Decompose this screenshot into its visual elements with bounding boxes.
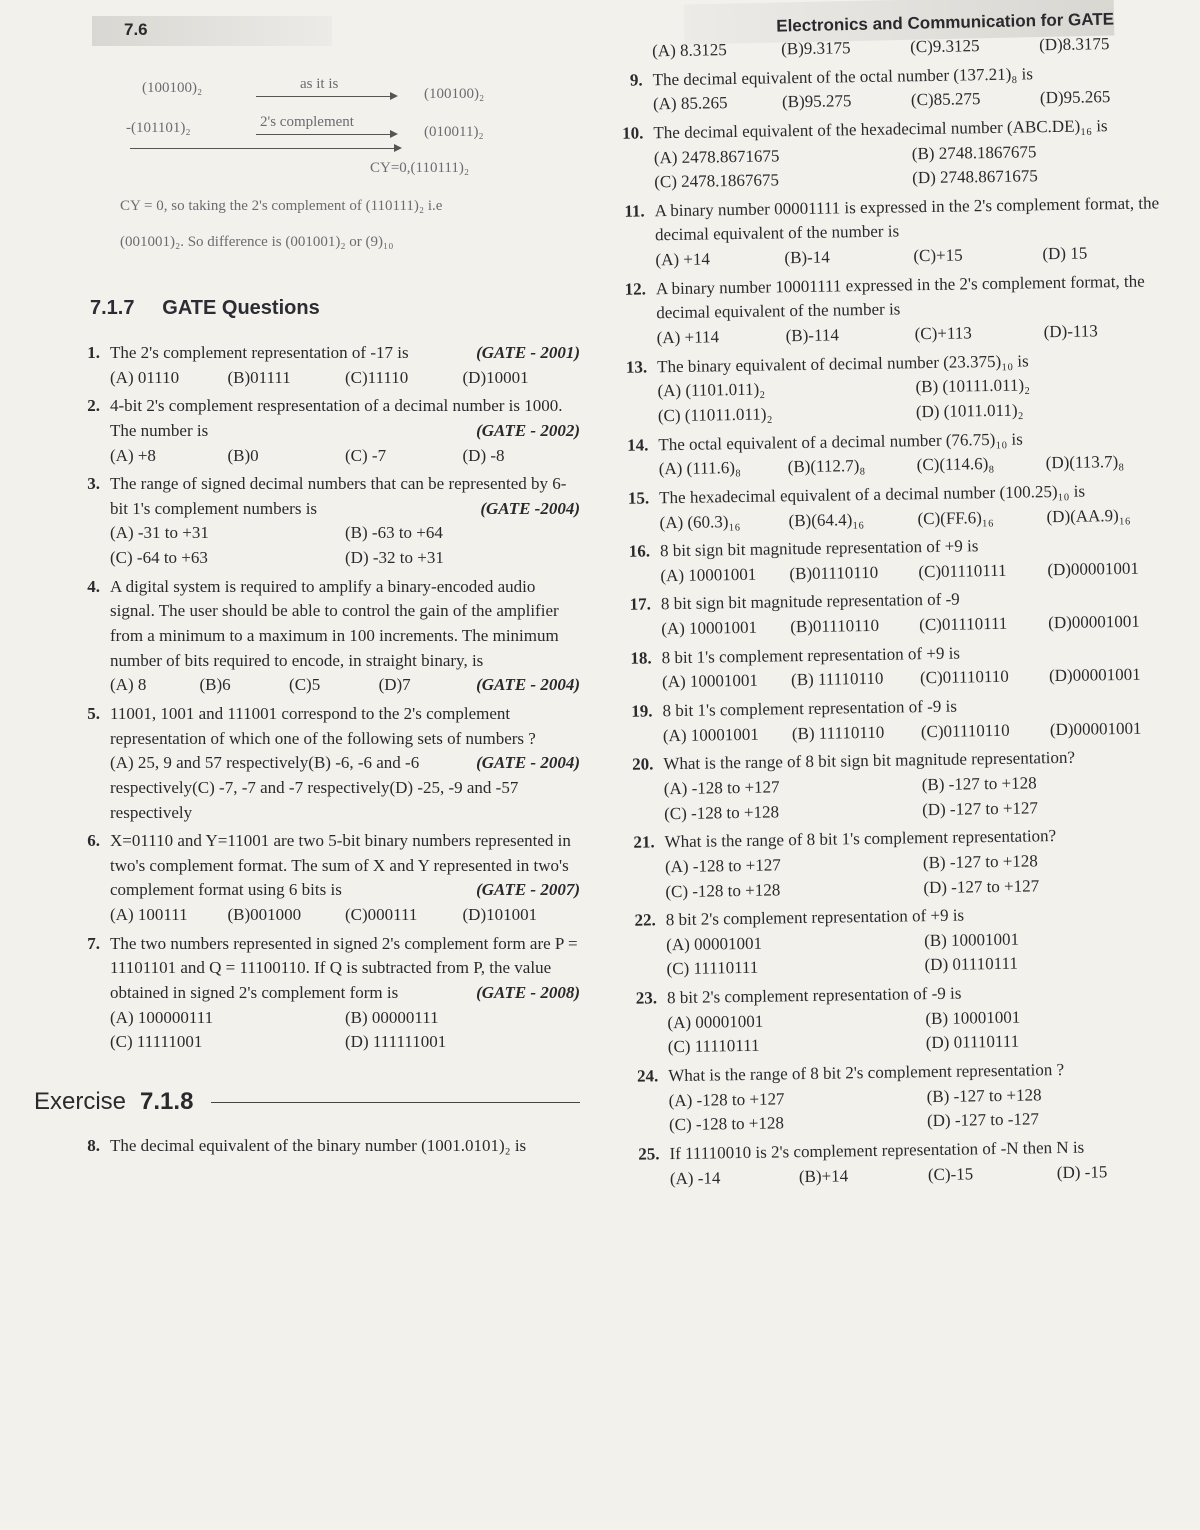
derivation-row2-right: (010011)₂ xyxy=(424,124,484,140)
question-item xyxy=(619,744,1180,827)
answer-option: (B)01111 xyxy=(227,367,291,387)
answer-option: (B) 11110110 xyxy=(790,669,884,690)
answer-option: (C) (11011.011)₂ xyxy=(657,404,773,426)
question-stem: The range of signed decimal numbers that can be represented by 6-bit 1's complement numbers is xyxy=(110,474,567,518)
answer-options xyxy=(110,366,580,391)
question-item xyxy=(623,978,1184,1061)
answer-option: (B) 2748.1867675 xyxy=(911,141,1037,163)
question-stem: What is the range of 8 bit 1's complement representation? xyxy=(664,826,1057,852)
question-number: 22. xyxy=(634,910,656,930)
answer-option: (A) -31 to +31 xyxy=(110,523,209,543)
divider xyxy=(211,1102,580,1103)
answer-option: (B) -63 to +64 xyxy=(345,523,443,543)
question-stem: 8 bit 2's complement representation of -9 is xyxy=(666,983,962,1008)
question-text xyxy=(110,1134,580,1159)
answer-option: (A) 85.265 xyxy=(652,93,728,114)
derivation-row2-left: -(101101)₂ xyxy=(126,120,191,136)
question-item xyxy=(612,269,1173,352)
answer-option: (A) (60.3)₁₆ xyxy=(659,511,741,532)
answer-option: (D) 2748.8671675 xyxy=(912,166,1038,188)
question-number: 2. xyxy=(87,396,100,416)
answer-option: (A) -128 to +127 xyxy=(664,855,781,877)
answer-option: (C)01110110 xyxy=(919,667,1009,688)
derivation-row2-label: 2's complement xyxy=(260,114,354,130)
answer-option: (A) 10001001 xyxy=(661,671,759,692)
answer-options xyxy=(110,673,468,698)
answer-options xyxy=(110,521,580,570)
question-item xyxy=(60,341,580,390)
question-stem: A binary number 10001111 expressed in the 2's complement format, the decimal equivalent of the number is xyxy=(655,271,1145,323)
answer-option: (C) 11111001 xyxy=(110,1032,203,1052)
question-item xyxy=(625,1134,1186,1192)
answer-option: (A) 00001001 xyxy=(667,1011,764,1032)
question-item xyxy=(613,347,1174,430)
derivation-row1-label: as it is xyxy=(300,76,339,92)
answer-option: (D)(113.7)₈ xyxy=(1045,452,1125,473)
answer-option: (A) (1101.011)₂ xyxy=(657,379,766,401)
question-stem: What is the range of 8 bit 2's complement representation ? xyxy=(668,1059,1065,1086)
question-number: 5. xyxy=(87,703,100,723)
exercise-number: 7.1.8 xyxy=(140,1087,194,1115)
question-stem: The decimal equivalent of the binary number (1001.0101)₂ is xyxy=(110,1135,527,1155)
answer-option: (B)001000 xyxy=(227,905,302,925)
answer-option: (C) -7 xyxy=(345,445,387,465)
answer-options xyxy=(664,769,1181,826)
answer-option: (D)-113 xyxy=(1043,321,1098,342)
question-number: 11. xyxy=(624,201,645,221)
answer-option: (D) 01110111 xyxy=(925,1032,1020,1053)
question-stem: The hexadecimal equivalent of a decimal number (100.25)₁₀ is xyxy=(659,481,1086,508)
gate-year-tag: (GATE - 2008) xyxy=(476,983,580,1003)
question-stem: A binary number 00001111 is expressed in the 2's complement format, the decimal equivalent of the number is xyxy=(654,193,1160,245)
question-text xyxy=(110,829,580,903)
answer-option: (B)6 xyxy=(199,675,231,695)
answer-option: (A) -128 to +127 xyxy=(663,777,780,799)
book-title: Electronics and Communication for GATE xyxy=(684,0,1115,44)
answer-option: (B)(64.4)₁₆ xyxy=(788,509,865,530)
answer-option: (D)00001001 xyxy=(1048,665,1141,686)
answer-option: (C)01110111 xyxy=(918,560,1007,582)
answer-option: (C)(FF.6)₁₆ xyxy=(917,507,994,528)
question-text xyxy=(110,341,580,366)
answer-option: (B) -127 to +128 xyxy=(922,851,1038,873)
answer-option: (A) +8 xyxy=(110,445,156,465)
answer-option: (D)95.265 xyxy=(1039,87,1111,108)
answer-option: (A) +14 xyxy=(655,249,711,270)
question-number: 17. xyxy=(629,594,652,615)
answer-option: (B)9.3175 xyxy=(781,38,851,59)
gate-question-list xyxy=(60,341,580,1055)
question-stem: 8 bit 1's complement representation of +9 is xyxy=(661,643,961,667)
answer-option: (D) 111111001 xyxy=(345,1032,447,1052)
answer-option: (D)7 xyxy=(378,675,411,695)
answer-option: (B) -127 to +128 xyxy=(926,1084,1042,1106)
question-item xyxy=(60,1134,580,1159)
question-text xyxy=(110,932,580,1006)
answer-option: (C)11110 xyxy=(345,367,409,387)
answer-options xyxy=(657,371,1174,428)
answer-option: (C) -64 to +63 xyxy=(110,548,208,568)
answer-option: (A) 00001001 xyxy=(666,933,763,954)
sum-rule-line xyxy=(130,148,400,149)
answer-options xyxy=(665,847,1182,904)
derivation-row3-right: CY=0,(110111)₂ xyxy=(370,160,470,176)
answer-option: (C)-15 xyxy=(927,1163,974,1184)
answer-option: (D) (1011.011)₂ xyxy=(915,400,1024,422)
answer-option: (A) 01110 xyxy=(110,367,180,387)
question-text xyxy=(655,191,1172,248)
question-stem: The decimal equivalent of the hexadecimal number (ABC.DE)₁₆ is xyxy=(653,116,1108,143)
answer-option: (A) -128 to +127 xyxy=(668,1088,785,1110)
question-item xyxy=(618,691,1179,749)
question-item xyxy=(60,394,580,468)
answer-option: (D)00001001 xyxy=(1048,611,1140,633)
question-stem: The decimal equivalent of the octal number (137.21)₈ is xyxy=(652,63,1034,89)
question-item xyxy=(60,472,580,571)
derivation-note-2: (001001)₂. So difference is (001001)₂ or (9)₁₀ xyxy=(120,234,394,250)
question-number: 14. xyxy=(626,435,649,455)
answer-option: (A) 100000111 xyxy=(110,1007,214,1027)
arrow-icon xyxy=(256,96,396,97)
question-item xyxy=(608,60,1169,118)
question-text xyxy=(110,472,580,521)
answer-options xyxy=(667,1003,1184,1060)
answer-option: (D) 01110111 xyxy=(924,954,1019,975)
answer-option: (A) 10001001 xyxy=(662,724,759,745)
exercise-label: Exercise xyxy=(34,1087,127,1115)
answer-option: (D) 15 xyxy=(1042,243,1088,264)
question-item xyxy=(618,638,1179,696)
answer-option: (B)(112.7)₈ xyxy=(787,456,866,477)
answer-option: (A) 2478.8671675 xyxy=(653,145,780,167)
question-stem: 8 bit sign bit magnitude representation of +9 is xyxy=(659,536,979,561)
answer-option: (B)+14 xyxy=(798,1165,849,1186)
question-text xyxy=(656,269,1173,326)
answer-options xyxy=(110,444,580,469)
gate-year-tag: (GATE - 2004) xyxy=(476,675,580,695)
answer-option: (D)(AA.9)₁₆ xyxy=(1046,505,1131,526)
answer-option: (A) 8 xyxy=(110,675,147,695)
answer-option: (C) 11110111 xyxy=(666,958,759,979)
exercise-question-list-right xyxy=(608,31,1186,1192)
question-stem: What is the range of 8 bit sign bit magnitude representation? xyxy=(663,748,1076,774)
question-number: 4. xyxy=(87,576,100,596)
question-number: 3. xyxy=(87,474,100,494)
question-item xyxy=(609,113,1170,196)
question-number: 20. xyxy=(631,754,654,775)
answer-option: (D)8.3175 xyxy=(1038,34,1110,55)
question-number: 23. xyxy=(635,988,658,1008)
question-stem: 8 bit 2's complement representation of +9 is xyxy=(665,905,965,930)
answer-options xyxy=(110,1006,580,1055)
answer-option: (D) -127 to -127 xyxy=(926,1109,1040,1131)
question-number: 24. xyxy=(636,1066,659,1086)
question-number: 21. xyxy=(633,832,655,852)
answer-option: (C)85.275 xyxy=(910,89,981,110)
question-number: 12. xyxy=(624,279,647,299)
answer-option: (B) 10001001 xyxy=(925,1007,1021,1028)
question-number: 1. xyxy=(87,343,100,362)
answer-option: (B) 11110110 xyxy=(791,722,885,743)
question-item xyxy=(60,829,580,928)
answer-option: (B)0 xyxy=(227,445,259,465)
answer-option: (B)-114 xyxy=(785,325,840,346)
question-number: 25. xyxy=(638,1144,660,1164)
answer-option: (C) 2478.1867675 xyxy=(654,170,780,192)
answer-option: (D)10001 xyxy=(462,367,529,387)
page-number: 7.6 xyxy=(92,16,332,46)
answer-option: (C) -128 to +128 xyxy=(668,1113,785,1135)
answer-option: (C)01110110 xyxy=(920,720,1010,741)
derivation-row1-left: (100100)₂ xyxy=(142,80,203,96)
question-number: 7. xyxy=(87,933,100,953)
question-item xyxy=(622,900,1183,983)
answer-option: (D) -15 xyxy=(1056,1161,1108,1182)
answer-option: (C)000111 xyxy=(345,905,418,925)
question-item xyxy=(624,1056,1185,1139)
answer-option: (B)01110110 xyxy=(789,562,879,584)
question-item xyxy=(616,531,1177,589)
question-number: 19. xyxy=(631,701,653,721)
gate-year-tag: (GATE - 2004) xyxy=(476,753,580,773)
answer-option: (B)-14 xyxy=(784,247,830,268)
section-title: GATE Questions xyxy=(162,297,320,319)
question-stem: 11001, 1001 and 111001 correspond to the 2's complement representation of which one of the following sets of numbers ? xyxy=(110,703,536,748)
answer-option: (C)01110111 xyxy=(919,613,1008,635)
answer-option: (D)00001001 xyxy=(1049,718,1142,739)
question-item xyxy=(614,425,1175,483)
answer-option: (D) -127 to +127 xyxy=(921,797,1039,819)
exercise-heading xyxy=(34,1085,580,1120)
question-stem: A digital system is required to amplify a binary-encoded audio signal. The user should be able to control the gain of the amplifier from a minimum to a maximum in 100 increments. The minimum number of bits required to encode, in straight binary, is xyxy=(110,576,559,670)
answer-option: (C)9.3125 xyxy=(909,36,980,57)
answer-option: (C)+113 xyxy=(914,323,972,344)
answer-option: (D) -8 xyxy=(462,445,505,465)
question-number: 15. xyxy=(627,488,650,508)
answer-option: (B)01110110 xyxy=(790,615,880,637)
answer-option: (A) -14 xyxy=(669,1167,721,1188)
answer-option: (A) 10001001 xyxy=(660,564,757,586)
answer-option: (C) -7, -7 and -7 respectively xyxy=(192,777,390,797)
answer-option: (B) -6, -6 and -6 respectively xyxy=(110,753,420,797)
question-stem: If 11110010 is 2's complement representation of -N then N is xyxy=(669,1137,1085,1164)
answer-options xyxy=(666,925,1183,982)
answer-option: (A) (111.6)₈ xyxy=(658,458,741,479)
question-number: 9. xyxy=(629,70,643,90)
question-number: 18. xyxy=(630,648,652,668)
right-column xyxy=(608,31,1186,1196)
section-number: 7.1.7 xyxy=(90,297,135,319)
question-stem: The octal equivalent of a decimal number (76.75)₁₀ is xyxy=(658,429,1023,454)
answer-option: (B) (10111.011)₂ xyxy=(915,375,1031,397)
section-heading xyxy=(90,294,580,323)
answer-option: (C)(114.6)₈ xyxy=(916,454,995,475)
gate-year-tag: (GATE - 2007) xyxy=(476,880,580,900)
question-number: 13. xyxy=(625,357,648,377)
answer-option: (B) -127 to +128 xyxy=(921,773,1037,795)
question-stem: The two numbers represented in signed 2's complement form are P = 11101101 and Q = 11100110. If Q is subtracted from P, the value obtained in signed 2's complement form is xyxy=(110,933,578,1003)
answer-option: (A) +114 xyxy=(656,327,720,348)
derivation-note-1: CY = 0, so taking the 2's complement of (110111)₂ i.e xyxy=(120,198,443,214)
question-item xyxy=(60,575,580,698)
answer-option: (C) 11110111 xyxy=(667,1036,760,1057)
question-number: 6. xyxy=(87,831,100,851)
gate-year-tag: (GATE - 2002) xyxy=(476,420,580,440)
question-text xyxy=(110,394,580,443)
answer-option: (B) 00000111 xyxy=(345,1007,439,1027)
question-number: 10. xyxy=(622,123,644,143)
question-stem: 4-bit 2's complement respresentation of a decimal number is 1000. The number is xyxy=(110,396,563,440)
answer-option: (C) -128 to +128 xyxy=(664,801,780,823)
answer-options xyxy=(110,903,580,928)
question-number: 8. xyxy=(87,1135,100,1155)
arrow-icon xyxy=(256,134,396,135)
answer-option: (C) -128 to +128 xyxy=(665,879,781,901)
question-number: 16. xyxy=(628,541,651,561)
answer-option: (B) 10001001 xyxy=(924,929,1020,950)
question-stem: X=01110 and Y=11001 are two 5-bit binary numbers represented in two's complement format. The sum of X and Y represented in two's complement format using 6 bits is xyxy=(110,831,571,900)
answer-option: (D) -127 to +127 xyxy=(923,875,1040,897)
worked-derivation xyxy=(60,70,580,280)
question-stem: The 2's complement representation of -17 is xyxy=(110,343,409,362)
answer-option: (D)00001001 xyxy=(1047,558,1140,579)
answer-options xyxy=(668,1081,1185,1138)
answer-option: (B)95.275 xyxy=(781,91,852,112)
left-column xyxy=(34,70,580,1162)
gate-year-tag: (GATE -2004) xyxy=(480,498,580,518)
question-stem: 8 bit sign bit magnitude representation of -9 xyxy=(660,589,960,614)
question-stem: 8 bit 1's complement representation of -9 is xyxy=(662,696,958,721)
answer-option: (A) 8.3125 xyxy=(652,40,727,61)
question-stem: The binary equivalent of decimal number (23.375)₁₀ is xyxy=(656,351,1029,376)
answer-option: (D) -32 to +31 xyxy=(345,548,444,568)
question-item xyxy=(611,191,1172,274)
question-item xyxy=(60,702,580,825)
gate-year-tag: (GATE - 2001) xyxy=(476,343,580,362)
question-item xyxy=(617,585,1178,643)
answer-option: (C)5 xyxy=(289,675,321,695)
derivation-row1-right: (100100)₂ xyxy=(424,86,485,102)
answer-option: (D)101001 xyxy=(462,905,538,925)
answer-option: (A) 10001001 xyxy=(661,617,758,639)
question-item xyxy=(620,822,1181,905)
question-item xyxy=(615,478,1176,536)
answer-option: (A) 100111 xyxy=(110,905,188,925)
exercise-question-list-left xyxy=(60,1134,580,1159)
answer-options xyxy=(654,138,1171,195)
answer-option: (C)+15 xyxy=(913,245,963,266)
answer-option: (A) 25, 9 and 57 respectively xyxy=(110,753,309,773)
answer-option: (D) -25, -9 and -57 respectively xyxy=(110,777,519,822)
question-item xyxy=(60,932,580,1055)
